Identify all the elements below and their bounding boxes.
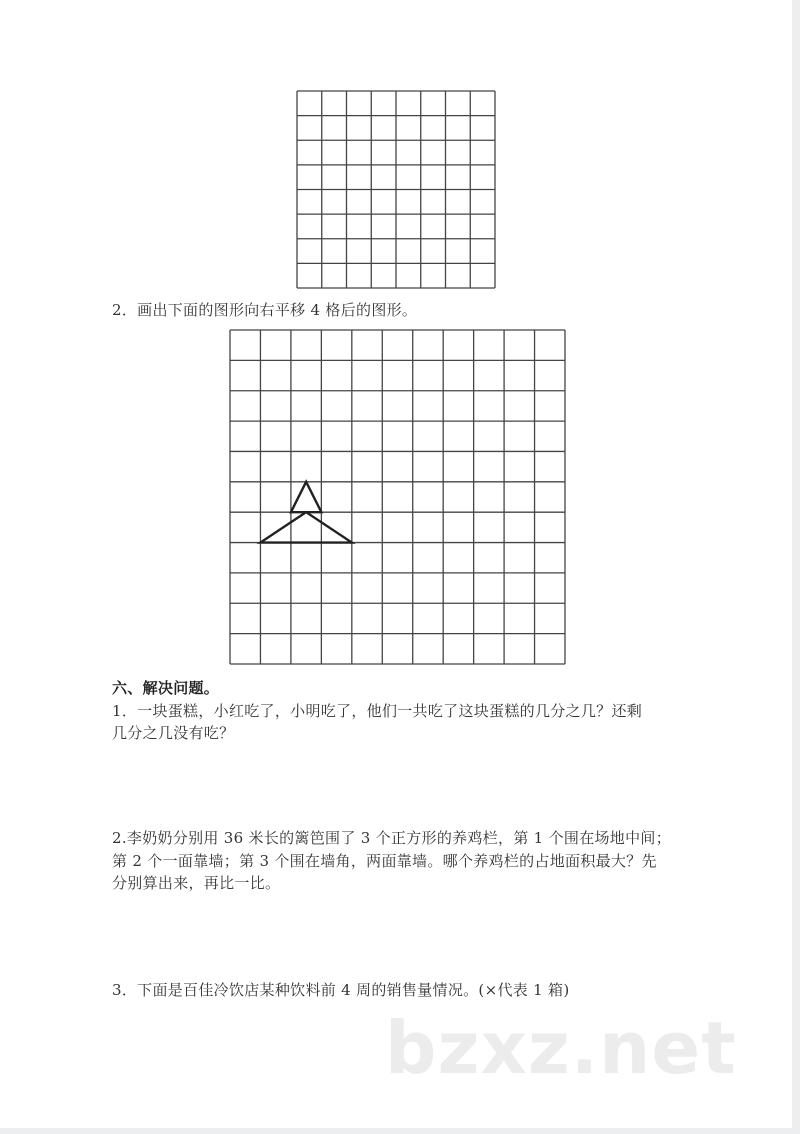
shape-small-triangle [291, 482, 321, 512]
problem-2-line: 第 2 个一面靠墙；第 3 个围在墙角，两面靠墙。哪个养鸡栏的占地面积最大？先 [112, 852, 657, 870]
problem-1-line: 几分之几没有吃？ [112, 724, 235, 742]
question-2-text: 2．画出下面的图形向右平移 4 格后的图形。 [112, 301, 418, 319]
problem-2-line: 分别算出来，再比一比。 [112, 874, 281, 892]
problem-2-line: 2.李奶奶分别用 36 米长的篱笆围了 3 个正方形的养鸡栏，第 1 个围在场地中间； [112, 829, 671, 847]
section-heading: 六、解决问题。 [112, 679, 220, 697]
problem-1-line: 1．一块蛋糕，小红吃了，小明吃了，他们一共吃了这块蛋糕的几分之几？还剩 [112, 702, 643, 720]
problem-3-text: 3．下面是百佳冷饮店某种饮料前 4 周的销售量情况。(×代表 1 箱) [112, 981, 570, 999]
watermark: bzxz.net [385, 1006, 737, 1090]
shape-large-triangle [260, 512, 351, 542]
